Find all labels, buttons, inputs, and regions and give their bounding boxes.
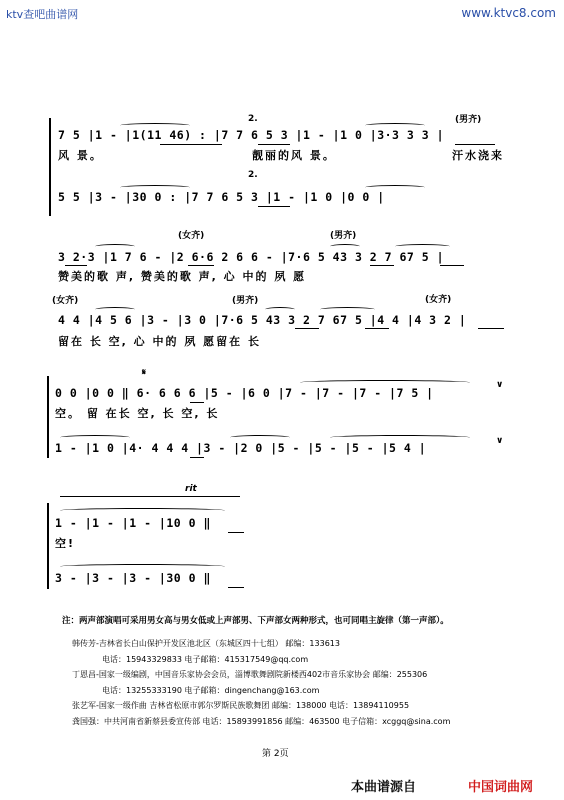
breath-mark: ∨ xyxy=(496,436,504,446)
contact-line: 张艺军-国家一级作曲 吉林省松原市郭尔罗斯民族歌舞团 邮编：138000 电话：13894110955 xyxy=(72,701,410,710)
system-bracket xyxy=(47,376,49,458)
lyrics-line: 空。 留 在长 空, 长 空, 长 xyxy=(55,407,220,420)
melody-notes: 3 2·3 |1 7 6 - |2 6·6 2 6 6 - |7·6 5 43 3 2 7 67 5 | xyxy=(58,250,445,264)
voice-mark: (女齐) xyxy=(178,231,205,241)
voice-mark: (女齐) xyxy=(52,296,79,306)
melody-notes: 4 4 |4 5 6 |3 - |3 0 |7·6 5 43 3 2 7 67 5 |4 4 |4 3 2 | xyxy=(58,313,467,327)
tie-arc xyxy=(230,435,290,440)
beam-line xyxy=(188,265,214,266)
beam-line xyxy=(228,587,244,588)
voice-mark: (男齐) xyxy=(455,115,482,125)
volta-mark: 2. xyxy=(248,170,258,180)
volta-mark: 2. xyxy=(248,114,258,124)
beam-line xyxy=(440,265,464,266)
system-bracket xyxy=(49,118,51,216)
lyrics-line: 风 景。 xyxy=(58,149,103,162)
beam-line xyxy=(455,144,495,145)
rit-extension-line xyxy=(60,496,240,497)
beam-line xyxy=(258,206,290,207)
footnote: 注：两声部演唱可采用男女高与男女低或上声部男、下声部女两种形式，也可同唱主旋律（第一声部）。 xyxy=(62,616,449,626)
tie-arc xyxy=(95,244,135,249)
footer-source-label: 本曲谱源自 xyxy=(351,780,417,795)
contact-line: 丁恩昌-国家一级编剧，中国音乐家协会会员，淄博歌舞剧院新楼西402市音乐家协会 邮编：255306 xyxy=(72,670,428,679)
lyrics-line: 留在 长 空, 心 中的 夙 愿留在 长 xyxy=(58,335,261,348)
beam-line xyxy=(160,144,222,145)
contact-line: 电话：15943329833 电子邮箱：415317549@qq.com xyxy=(102,655,309,664)
upper-voice-notes: 7 5 |1 - |1(11 46) : |7 7 6 5 3 |1 - |1 0 |3·3 3 3 | xyxy=(58,128,445,142)
tie-arc xyxy=(265,307,295,312)
upper-voice-notes: 1 - |1 - |1 - |10 0 ‖ xyxy=(55,516,211,530)
ritardando-mark: rit xyxy=(185,484,197,494)
contact-line: 韩传芳-吉林省长白山保护开发区池北区（东城区四十七组） 邮编：133613 xyxy=(72,639,340,648)
breath-mark: ∨ xyxy=(496,380,504,390)
tie-arc xyxy=(330,435,470,440)
tie-arc xyxy=(60,564,225,569)
beam-line xyxy=(295,328,319,329)
lower-voice-notes: 5 5 |3 - |30 0 : |7 7 6 5 3 |1 - |1 0 |0 0 | xyxy=(58,190,385,204)
tie-arc xyxy=(300,380,470,385)
page-number: 第 2页 xyxy=(262,749,289,759)
upper-voice-notes: 0 0 |0 0 ‖ 6· 6 6 6 |5 - |6 0 |7 - |7 - |7 - |7 5 | xyxy=(55,386,434,400)
voice-mark: (男齐) xyxy=(330,231,357,241)
beam-line xyxy=(365,328,389,329)
voice-mark: (女齐) xyxy=(425,295,452,305)
tie-arc xyxy=(60,508,225,513)
lower-voice-notes: 3 - |3 - |3 - |30 0 ‖ xyxy=(55,571,211,585)
beam-line xyxy=(478,328,504,329)
contact-line: 龚国强：中共河南省新蔡县委宣传部 电话：15893991856 邮编：463500 电子信箱：xcggq@sina.com xyxy=(72,717,451,726)
tie-arc xyxy=(330,244,360,249)
tie-arc xyxy=(60,435,130,440)
site-watermark-left: ktv查吧曲谱网 xyxy=(6,8,79,21)
beam-line xyxy=(258,144,290,145)
lyrics-line: 汗水浇来 xyxy=(452,149,504,162)
voice-mark: (男齐) xyxy=(232,296,259,306)
tie-arc xyxy=(395,244,450,249)
lower-voice-notes: 1 - |1 0 |4· 4 4 4 |3 - |2 0 |5 - |5 - |5 - |5 4 | xyxy=(55,441,427,455)
tie-arc xyxy=(365,123,425,128)
lyrics-line: 靓丽的风 景。 xyxy=(252,149,336,162)
beam-line xyxy=(190,457,204,458)
contact-line: 电话：13255333190 电子邮箱：dingenchang@163.com xyxy=(102,686,320,695)
lyrics-line: 赞美的歌 声, 赞美的歌 声, 心 中的 夙 愿 xyxy=(58,270,307,283)
beam-line xyxy=(65,265,87,266)
beam-line xyxy=(190,402,204,403)
tie-arc xyxy=(320,307,375,312)
beam-line xyxy=(228,532,244,533)
segno-sign: 𝄋 xyxy=(142,368,146,378)
site-watermark-right: www.ktvc8.com xyxy=(461,6,556,20)
tie-arc xyxy=(120,123,190,128)
tie-arc xyxy=(365,185,425,190)
system-bracket xyxy=(47,503,49,589)
footer-site-link[interactable]: 中国词曲网 xyxy=(468,780,534,795)
lyrics-line: 空! xyxy=(55,537,76,550)
beam-line xyxy=(370,265,394,266)
tie-arc xyxy=(95,307,135,312)
tie-arc xyxy=(120,185,190,190)
